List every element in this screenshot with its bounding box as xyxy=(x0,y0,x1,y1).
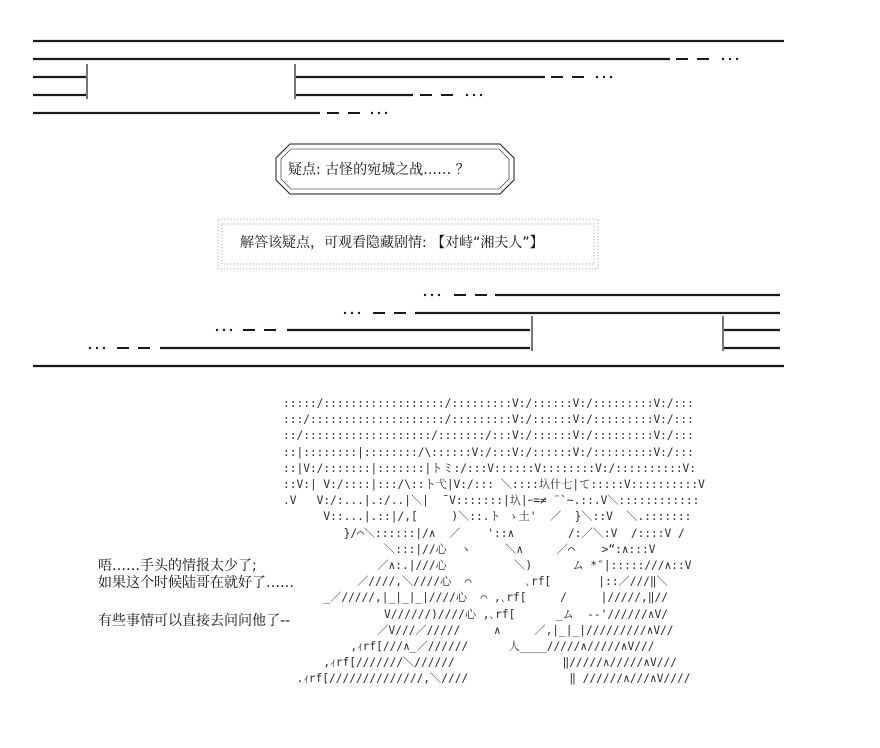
ascii-art-row: ::|::::::::|::::::::/\::::::V:/:::V:/::::::V:/:::::::::V:/::: xyxy=(283,445,694,459)
ascii-art-row: ,ｨrf[///∧_／////// 人____/////∧/////∧V/// xyxy=(283,640,655,654)
question-label: 疑点: 古怪的宛城之战…… ？ xyxy=(288,162,470,178)
hint-label: 解答该疑点，可观看隐藏剧情: 【对峙“湘夫人”】 xyxy=(240,235,544,251)
ascii-art-row: }/⌒＼::::::|/∧ ／ '::∧ /:／＼:V /::::V / xyxy=(283,526,685,540)
header-ellipsis-dots xyxy=(371,58,738,114)
footer-ellipsis-dots xyxy=(89,294,440,349)
ascii-art-row: V//////)////心 ,､rf[ _ム --'//////∧V/ xyxy=(283,607,668,621)
ascii-art-row: :::/::::::::::::::::::::/:::::::::V:/::::::V:/:::::::::V:/::: xyxy=(283,413,694,427)
ascii-art-row: :::::/::::::::::::::::::/:::::::::V:/::::::V:/:::::::::V:/::: xyxy=(283,397,694,410)
ascii-art-row: ／V///／///// ∧ ／,|_|_|/////////∧V// xyxy=(283,623,674,637)
ascii-art-row: ::/:::::::::::::::::::/:::::::/:::V:/::::::V:/:::::::::V:/::: xyxy=(283,429,694,443)
ascii-art-row: ／∧:.|///心 ＼) ム *″|:::::///∧::V xyxy=(283,559,692,573)
ascii-art-row: ,ｨrf[///////＼////// ‖/////∧/////∧V/// xyxy=(283,656,677,670)
ascii-art-row: .V V:/:...|.:/..|＼| ¯V:::::::|圦|ｰ=≠ ¨`~.::.V＼:::::::::::: xyxy=(283,494,700,508)
ascii-art-row: .ｨrf[//////////////,＼//// ‖ //////∧///∧V//// xyxy=(283,672,691,686)
dialogue-line-3: 有些事情可以直接去问问他了-- xyxy=(98,613,295,629)
ascii-art-row: ::V:| V:/::::|:::/\::ト弋|V:/::: ＼::::圦什七|て:::::V::::::::::V xyxy=(283,478,705,492)
ascii-art-row: _／/////,|_|_|_|////心 ⌒ ,､rf[ / |/////,‖// xyxy=(283,591,668,605)
dialogue-line-1: 唔……手头的情报太少了; xyxy=(98,558,257,574)
ascii-art-row: V::...|.::|/,[ )＼::.ト ゝ土' ／ }＼::V ＼.::::::: xyxy=(283,510,692,524)
ascii-art-row: ／////,＼////心 ⌒ ､rf[ |::／///‖＼ xyxy=(283,575,668,589)
dialogue-line-2: 如果这个时候陆哥在就好了…… xyxy=(98,575,294,591)
ascii-art-row: ＼:::|//心 ヽ ＼∧ ／⌒ >“:∧:::V xyxy=(283,542,656,556)
ascii-art-row: ::|V:/:::::::|:::::::|トミ:/:::V::::::V::::::::V:/::::::::::V: xyxy=(283,461,697,475)
ascii-art-figure xyxy=(283,396,705,688)
